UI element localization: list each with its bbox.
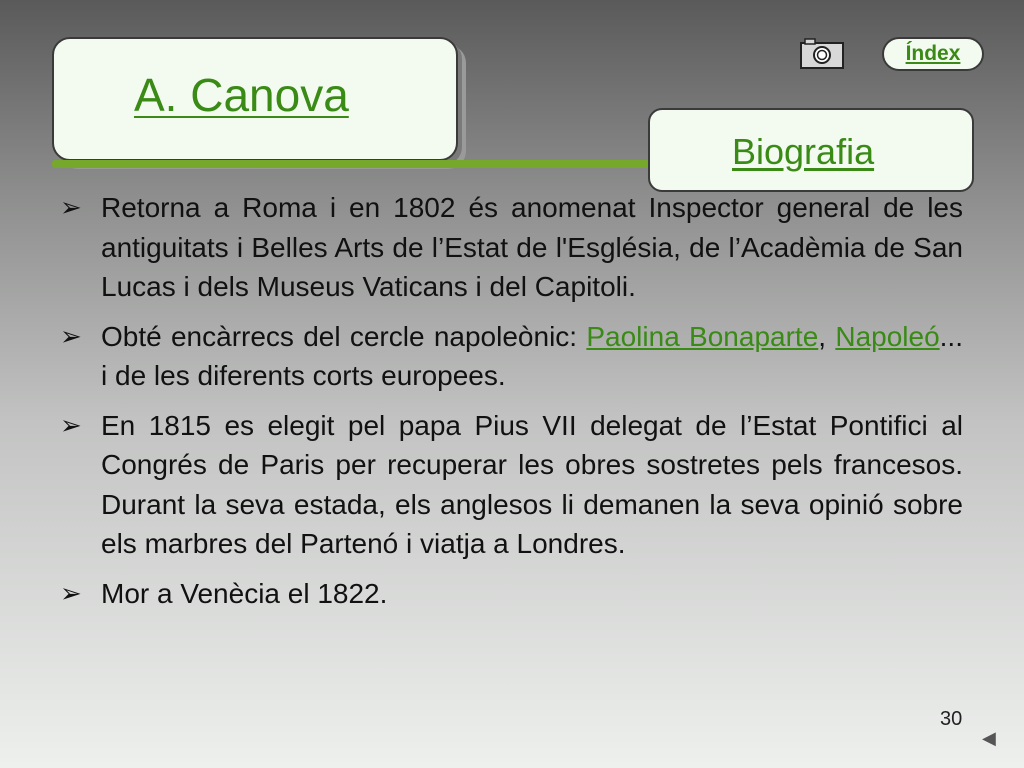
index-button[interactable] [882, 37, 984, 71]
page-number: 30 [940, 708, 963, 730]
napoleo-link[interactable]: Napoleó [835, 320, 940, 352]
title-link[interactable]: A. Canova [134, 69, 349, 121]
accent-bar [52, 160, 664, 168]
camera-icon[interactable] [800, 37, 844, 69]
item-text: Mor a Venècia el 1822. [101, 577, 388, 609]
biografia-link[interactable]: Biografia [732, 131, 875, 172]
list-item [60, 188, 963, 307]
arrow-bullet-icon: ➢ [60, 192, 82, 222]
list-item [60, 317, 963, 396]
item-text: , [818, 320, 836, 352]
item-text: En 1815 es elegit pel papa Pius VII delegat de l’Estat Pontifici al Congrés de Paris per recuperar les obres sostretes pels francesos. Durant la seva estada, els anglesos li demanen la seva opinió sobre els marbres del Partenó i viatja a Londres. [101, 409, 963, 559]
item-text: Retorna a Roma i en 1802 és anomenat Inspector general de les antiguitats i Belles Arts de l’Estat de l'Església, de l’Acadèmia de San Lucas i dels Museus Vaticans i del Capitoli. [101, 192, 963, 302]
paolina-bonaparte-link[interactable]: Paolina Bonaparte [586, 320, 819, 352]
triangle-left-icon[interactable]: ◀ [982, 728, 996, 748]
arrow-bullet-icon: ➢ [60, 577, 82, 608]
arrow-bullet-icon: ➢ [60, 409, 82, 440]
arrow-bullet-icon: ➢ [60, 320, 82, 351]
list-item [60, 406, 963, 564]
index-label: Índex [905, 42, 961, 65]
item-text: Obté encàrrecs del cercle napoleònic: [101, 320, 587, 352]
bullet-list [60, 188, 963, 623]
item-text: ... i de les diferents corts europees. [101, 320, 963, 391]
list-item [60, 574, 963, 614]
